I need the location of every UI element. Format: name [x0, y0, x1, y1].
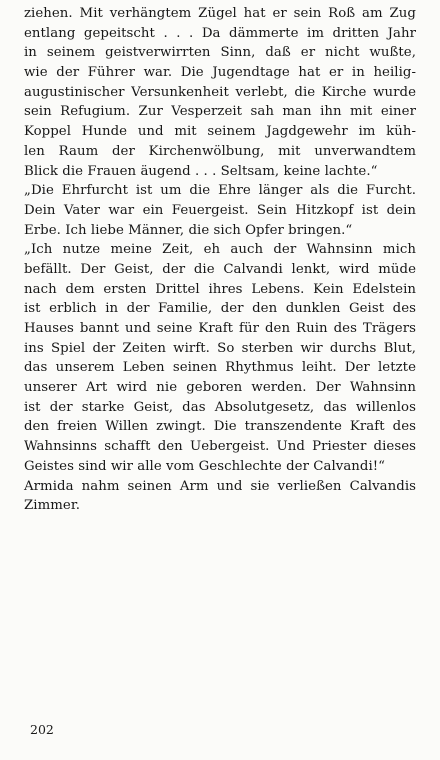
page-number: 202 — [30, 722, 54, 737]
text-line: augustinischer Versunkenheit verlebt, die Kirche wurde — [24, 84, 416, 100]
text-line: den freien Willen zwingt. Die transzendente Kraft des — [24, 419, 416, 435]
text-line: entlang gepeitscht . . . Da dämmerte im dritten Jahr — [24, 25, 416, 41]
text-line: unserer Art wird nie geboren werden. Der Wahnsinn — [24, 380, 416, 396]
text-line: Geistes sind wir alle vom Geschlechte der Calvandi!“ — [24, 458, 386, 474]
text-line: Wahnsinns schafft den Uebergeist. Und Priester dieses — [24, 439, 416, 455]
text-line: wie der Führer war. Die Jugendtage hat er in heilig- — [24, 65, 416, 81]
text-line: „Die Ehrfurcht ist um die Ehre länger als die Furcht. — [24, 183, 416, 199]
text-line: „Ich nutze meine Zeit, eh auch der Wahnsinn mich — [24, 242, 416, 258]
text-line: Zimmer. — [24, 498, 81, 514]
text-line: ziehen. Mit verhängtem Zügel hat er sein Roß am Zug — [24, 6, 416, 21]
text-line: ist erblich in der Familie, der den dunklen Geist des — [24, 301, 416, 317]
text-line: len Raum der Kirchenwölbung, mit unverwandtem — [24, 143, 416, 159]
text-line: Blick die Frauen äugend . . . Seltsam, keine lachte.“ — [24, 163, 378, 179]
text-line: ist der starke Geist, das Absolutgesetz, das willenlos — [24, 399, 416, 415]
text-line: sein Refugium. Zur Vesperzeit sah man ihn mit einer — [24, 104, 416, 120]
text-line: das unserem Leben seinen Rhythmus leiht. Der letzte — [24, 360, 416, 376]
text-line: befällt. Der Geist, der die Calvandi lenkt, wird müde — [24, 261, 416, 277]
text-line: Dein Vater war ein Feuergeist. Sein Hitzkopf ist dein — [24, 202, 416, 218]
text-line: Koppel Hunde und mit seinem Jagdgewehr im küh- — [24, 124, 416, 140]
body-text — [24, 4, 416, 516]
text-line: Armida nahm seinen Arm und sie verließen Calvandis — [24, 478, 416, 494]
text-line: nach dem ersten Drittel ihres Lebens. Kein Edelstein — [24, 281, 416, 297]
text-line: Erbe. Ich liebe Männer, die sich Opfer bringen.“ — [24, 222, 353, 238]
text-line: Hauses bannt und seine Kraft für den Ruin des Trägers — [24, 321, 416, 336]
text-line: ins Spiel der Zeiten wirft. So sterben wir durchs Blut, — [24, 340, 416, 356]
text-line: in seinem geistverwirrten Sinn, daß er nicht wußte, — [24, 45, 416, 61]
